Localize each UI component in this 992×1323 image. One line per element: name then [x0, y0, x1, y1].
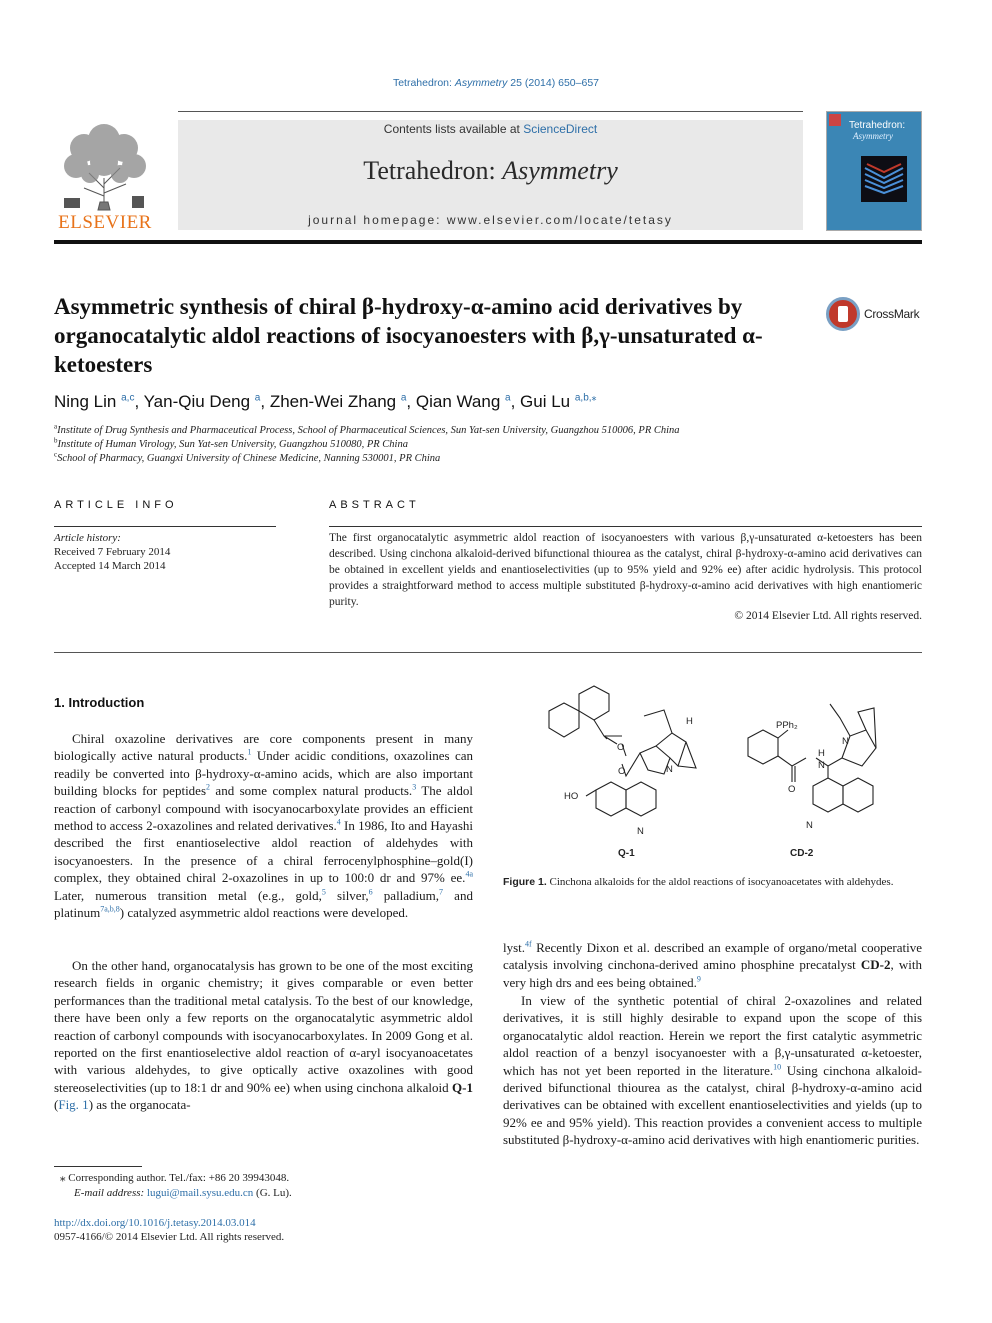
affiliation-text: Institute of Human Virology, Sun Yat-sen University, Guangzhou 510080, PR China — [57, 439, 408, 450]
citation-ref[interactable]: 4a — [465, 869, 473, 879]
author-list — [54, 392, 924, 412]
text-run: and platinum — [54, 887, 473, 921]
abstract-copyright: © 2014 Elsevier Ltd. All rights reserved. — [734, 610, 922, 622]
author[interactable] — [416, 392, 511, 411]
figure-atom-o: O — [618, 766, 626, 777]
citation-ref[interactable]: 7a,b,8 — [100, 904, 120, 914]
author-separator: , — [260, 392, 270, 411]
article-title: Asymmetric synthesis of chiral β-hydroxy-α-amino acid derivatives by organocatalytic aldol reactions of isocyanoesters with β,γ-unsaturated α-ketoesters — [54, 294, 763, 377]
figure-atom-ho: HO — [564, 791, 579, 802]
footnote-star: ⁎ — [60, 1172, 66, 1184]
citation-ref[interactable]: 6 — [368, 887, 373, 897]
citation-journal-italic: Asymmetry — [454, 77, 508, 89]
figure-atom-h: H — [818, 748, 825, 759]
figure-atom-o: O — [617, 742, 625, 753]
author-affil-sup[interactable]: a,c — [121, 392, 135, 404]
figure-atom-h: H — [686, 716, 693, 727]
author-name: Zhen-Wei Zhang — [269, 392, 397, 411]
citation-ref[interactable]: 3 — [412, 782, 417, 792]
issn-line: 0957-4166/© 2014 Elsevier Ltd. All rights reserved. — [54, 1231, 285, 1243]
header-top-rule — [178, 111, 803, 112]
section-heading: 1. Introduction — [54, 695, 145, 710]
text-run: ) as the organocata- — [88, 1097, 191, 1113]
corresponding-footnote — [54, 1171, 474, 1184]
doi-link[interactable]: http://dx.doi.org/10.1016/j.tetasy.2014.03.014 — [54, 1217, 256, 1229]
abstract-rule — [329, 526, 922, 527]
section-divider — [54, 652, 922, 653]
contents-line — [178, 122, 803, 136]
figure-atom-n: N — [637, 826, 644, 837]
email-footnote — [54, 1187, 474, 1199]
email-link[interactable]: lugui@mail.sysu.edu.cn — [146, 1187, 254, 1199]
compound-label: CD-2 — [860, 957, 891, 973]
author[interactable] — [54, 392, 134, 411]
received-date: Received 7 February 2014 — [54, 546, 171, 558]
author[interactable] — [270, 392, 407, 411]
affiliation — [54, 450, 924, 464]
intro-paragraph-2 — [54, 957, 473, 1114]
text-run: Later, numerous transition metal (e.g., gold, — [54, 887, 322, 903]
affiliation-text: Institute of Drug Synthesis and Pharmaceutical Process, School of Pharmaceutical Sciences, Sun Yat-sen University, Guangzhou 510006, PR China — [57, 425, 680, 436]
text-run: and some complex natural products. — [210, 783, 413, 799]
text-run: lyst. — [503, 940, 526, 955]
citation-ref[interactable]: 1 — [247, 748, 252, 758]
author-separator: , — [510, 392, 521, 411]
figure-atom-o: O — [788, 784, 796, 795]
figure-caption-label: Figure 1. — [503, 876, 547, 888]
history-label: Article history: — [54, 532, 121, 544]
crossmark-label: CrossMark — [864, 307, 920, 321]
author-name: Gui Lu — [520, 392, 571, 411]
citation-ref[interactable]: 10 — [773, 1062, 782, 1072]
author-affil-sup[interactable]: a — [254, 392, 261, 404]
email-label: E-mail address: — [74, 1187, 147, 1199]
cover-subtitle: Asymmetry — [853, 131, 893, 141]
text-run: On the other hand, organocatalysis has grown to be one of the most exciting research fields in organic chemistry; it gives comparable or even better performances than the traditional metal catalysis. To the best of our knowledge, there have been only a few reports on the organocatalytic asymmetric aldol reaction of carbonyl compounds with isocyanocarboxylates. In 2009 Gong et al. reported on the first enantioselective aldol reaction of α-aryl isocyanoacetates with various aldehydes, to give optically active oxazolines with good stereoselectivities (up to 18:1 dr and 90% ee) when using cinchona alkaloid — [54, 958, 473, 1095]
figure-atom-n: N — [666, 764, 673, 775]
journal-homepage — [178, 213, 803, 227]
citation-journal: Tetrahedron: — [392, 77, 455, 89]
compound-label: Q-1 — [452, 1079, 473, 1095]
affiliation-text: School of Pharmacy, Guangxi University of Chinese Medicine, Nanning 530001, PR China — [57, 453, 441, 464]
affiliation-sup: a — [54, 422, 58, 431]
sciencedirect-link[interactable]: ScienceDirect — [523, 122, 598, 136]
text-run: In 1986, Ito and Hayashi described the first enantioselective aldol reaction of aldehydes with isocyanoesters. In the presence of a chiral ferrocenylphosphine–gold(I) complex, they obtained chiral 2-oxazolines in up to 100:0 dr and 97% ee. — [54, 818, 473, 886]
figure-atom-n: N — [818, 760, 825, 771]
article-info-heading: ARTICLE INFO — [54, 499, 178, 511]
text-run: In view of the synthetic potential of chiral 2-oxazolines and related derivatives, it is still highly desirable to expand upon the scope of this organocatalytic aldol reaction. Herein we report the first catalytic asymmetric aldol reaction of a benzyl isocyanoester with a β,γ-unsaturated α-ketoester, which has not yet been reported in the literature. — [503, 993, 922, 1078]
abstract-text: The first organocatalytic asymmetric aldol reaction of isocyanoesters with various β,γ-unsaturated α-ketoesters has been described. Using cinchona alkaloid-derived bifunctional thiourea as the catalyst, chiral β-hydroxy-α-amino acid derivatives can be obtained in excellent yields and enantioselectivities (up to 95% yield and 92% ee) after acidic hydrolysis. This protocol provides a straightforward method to access multiple substituted β-hydroxy-α-amino acid derivatives with high enantiomeric purity. — [329, 532, 922, 608]
citation-volume: 25 (2014) 650–657 — [507, 77, 600, 89]
email-suffix: (G. Lu). — [253, 1187, 292, 1199]
abstract-heading: ABSTRACT — [329, 499, 420, 511]
affiliation — [54, 436, 924, 450]
cover-badge-icon — [829, 114, 841, 126]
citation-ref[interactable]: 4f — [525, 939, 532, 949]
crossmark-icon — [826, 297, 860, 331]
article-history — [54, 531, 276, 573]
text-run: Using cinchona alkaloid-derived bifunctional thiourea as the catalyst, chiral β-hydroxy-α-amino acid derivatives can be obtained with excellent enantioselectivities and yields (up to 92% ee and 95% yield). This reaction provides a convenient access to multiple substituted β-hydroxy-α-amino acid derivatives with high enantiomeric purities. — [503, 1062, 923, 1148]
citation-ref[interactable]: 2 — [206, 782, 211, 792]
cover-art-icon — [861, 156, 907, 202]
intro-paragraph-3 — [503, 939, 922, 991]
figure-label-cd2: CD-2 — [790, 848, 814, 859]
figure-1-structures — [540, 678, 920, 863]
figure-1-caption — [503, 875, 922, 889]
affiliation — [54, 422, 924, 436]
author-affil-sup[interactable]: a — [400, 392, 407, 404]
author-separator: , — [406, 392, 416, 411]
intro-paragraph-4 — [503, 992, 922, 1149]
figure-atom-pph2: PPh₂ — [776, 720, 798, 731]
accepted-date: Accepted 14 March 2014 — [54, 560, 166, 572]
figure-label-q1: Q-1 — [618, 848, 635, 859]
text-run: ) catalyzed asymmetric aldol reactions were developed. — [119, 905, 409, 921]
author-name: Qian Wang — [415, 392, 501, 411]
author-separator: , — [134, 392, 144, 411]
author-affil-sup[interactable]: a — [505, 392, 511, 404]
author[interactable] — [520, 392, 597, 411]
journal-title-italic: Asymmetry — [502, 156, 618, 185]
figure-caption-text: Cinchona alkaloids for the aldol reactions of isocyanoacetates with aldehydes. — [546, 876, 894, 888]
text-run: Chiral oxazoline derivatives are core components present in many biologically active natural products. — [54, 731, 473, 764]
journal-citation[interactable] — [0, 77, 992, 89]
contents-prefix: Contents lists available at — [383, 122, 524, 136]
text-run: palladium, — [372, 887, 440, 903]
corresponding-text: Corresponding author. Tel./fax: +86 20 39943048. — [68, 1172, 290, 1184]
author[interactable] — [144, 392, 261, 411]
intro-paragraph-1 — [54, 730, 473, 921]
homepage-label: journal homepage: — [308, 213, 447, 227]
journal-title-main: Tetrahedron: — [363, 156, 503, 185]
journal-title — [178, 156, 803, 186]
figure-link[interactable]: Fig. 1 — [58, 1097, 89, 1113]
citation-ref[interactable]: 7 — [439, 887, 444, 897]
author-name: Ning Lin — [54, 392, 117, 411]
text-run: Under acidic conditions, oxazolines can readily be converted into β-hydroxy-α-amino acids, which are also important building blocks for peptides — [54, 748, 473, 799]
text-run: Recently Dixon et al. described an example of organo/metal cooperative catalysis involving cinchona-derived amino phosphine precatalyst — [503, 940, 922, 973]
footnote-rule — [54, 1166, 142, 1167]
cover-title: Tetrahedron: — [849, 120, 906, 131]
journal-banner — [178, 120, 803, 230]
affiliation-sup: c — [54, 450, 58, 459]
affiliation-sup: b — [54, 436, 58, 445]
publisher-name: ELSEVIER — [58, 212, 152, 233]
journal-cover[interactable] — [826, 111, 922, 231]
text-run: The aldol reaction of carbonyl compound with isocyanocarboxylate provides an efficient method to access 2-oxazolines and related derivatives. — [54, 783, 473, 834]
text-run: silver, — [325, 887, 369, 903]
citation-ref[interactable]: 4 — [336, 817, 341, 827]
author-name: Yan-Qiu Deng — [143, 392, 251, 411]
crossmark-badge[interactable] — [826, 297, 926, 333]
text-run: , with very high drs and ees being obtained. — [503, 957, 922, 990]
text-run: ( — [54, 1097, 59, 1113]
figure-atom-n: N — [842, 736, 849, 747]
article-info-rule — [54, 526, 276, 527]
citation-ref[interactable]: 5 — [321, 887, 326, 897]
header-bottom-rule — [54, 240, 922, 244]
figure-atom-n: N — [806, 820, 813, 831]
homepage-link[interactable]: www.elsevier.com/locate/tetasy — [446, 213, 673, 227]
citation-ref[interactable]: 9 — [696, 974, 701, 984]
author-affil-sup[interactable]: a,b,⁎ — [574, 392, 597, 404]
